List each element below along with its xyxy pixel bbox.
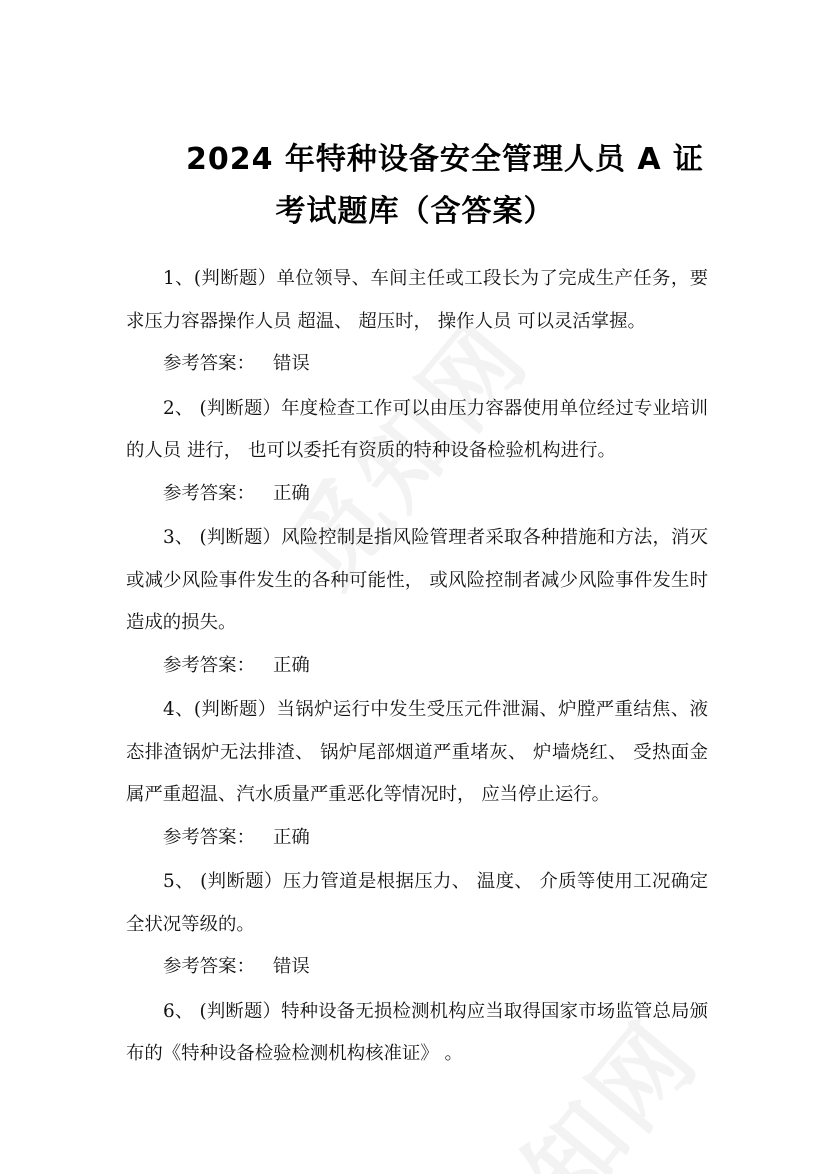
question-text: 2、 (判断题）年度检查工作可以由压力容器使用单位经过专业培训的人员 进行， 也可以委托有资质的特种设备检验机构进行。 [126, 397, 708, 461]
document-title-line-1: 2024 年特种设备安全管理人员 A 证 [185, 142, 705, 177]
answer-label: 参考答案： [163, 826, 255, 848]
answer-label: 参考答案： [163, 956, 255, 977]
question-text: 3、 (判断题）风险控制是指风险管理者采取各种措施和方法，消灭或减少风险事件发生的各种可能性， 或风险控制者减少风险事件发生时造成的损失。 [126, 527, 708, 633]
answer-row [126, 645, 708, 688]
answer-label: 参考答案： [163, 353, 255, 374]
answer-label: 参考答案： [163, 654, 255, 676]
question-list [126, 258, 708, 1076]
answer-row [126, 946, 708, 989]
answer-label: 参考答案： [163, 482, 255, 504]
answer-value: 正确 [272, 654, 310, 676]
answer-value: 正确 [272, 826, 310, 848]
question-text: 5、 (判断题）压力管道是根据压力、 温度、 介质等使用工况确定全状况等级的。 [126, 871, 708, 935]
question-text: 6、 (判断题）特种设备无损检测机构应当取得国家市场监管总局颁布的《特种设备检验检测机构核准证》 。 [126, 1000, 708, 1064]
answer-value: 正确 [272, 482, 310, 504]
answer-value: 错误 [272, 353, 310, 374]
document-title-line-2: 考试题库（含答案） [275, 194, 555, 229]
question-text: 4、(判断题）当锅炉运行中发生受压元件泄漏、炉膛严重结焦、液态排渣锅炉无法排渣、 锅炉尾部烟道严重堵灰、 炉墙烧红、 受热面金属严重超温、汽水质量严重恶化等情况时， 应当停止运行。 [126, 699, 708, 805]
answer-row [126, 343, 708, 386]
answer-value: 错误 [272, 956, 310, 977]
question-text: 1、(判断题）单位领导、车间主任或工段长为了完成生产任务，要求压力容器操作人员 超温、 超压时， 操作人员 可以灵活掌握。 [126, 268, 708, 332]
answer-row [126, 817, 708, 860]
answer-row [126, 473, 708, 516]
